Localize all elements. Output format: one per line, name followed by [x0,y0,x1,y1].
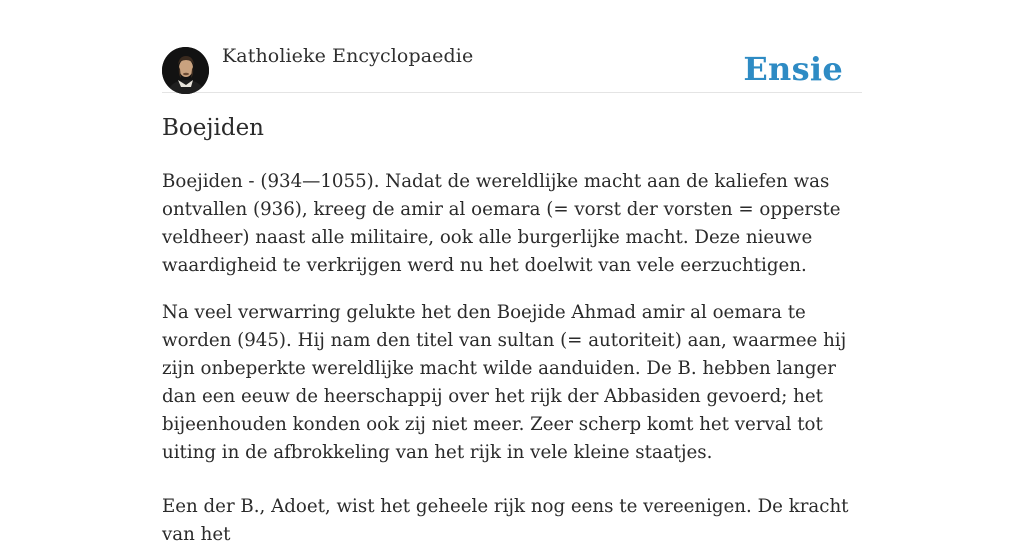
portrait-avatar-icon[interactable] [162,47,209,94]
article-title: Boejiden [162,115,264,141]
source-name[interactable]: Katholieke Encyclopaedie [222,45,474,67]
article-paragraph: Een der B., Adoet, wist het geheele rijk nog eens te vereenigen. De kracht van het [162,496,849,545]
article-paragraph: Na veel verwarring gelukte het den Boejide Ahmad amir al oemara te worden (945). Hij nam den titel van sultan (= autoriteit) aan, waarmee hij zijn onbeperkte wereldlijke macht wilde aanduiden. De B. hebben langer dan een eeuw de heerschappij over het rijk der Abbasiden gevoerd; het bijeenhouden konden ook zij niet meer. Zeer scherp komt het verval tot uiting in de afbrokkeling van het rijk in vele kleine staatjes. [162,302,847,463]
page-header [162,0,862,93]
ensie-logo[interactable]: Ensie [743,50,843,88]
article-paragraph: Boejiden - (934—1055). Nadat de wereldlijke macht aan de kaliefen was ontvallen (936), kreeg de amir al oemara (= vorst der vorsten = opperste veldheer) naast alle militaire, ook alle burgerlijke macht. Deze nieuwe waardigheid te verkrijgen werd nu het doelwit van vele eerzuchtigen. [162,171,841,276]
article-page [162,0,862,545]
